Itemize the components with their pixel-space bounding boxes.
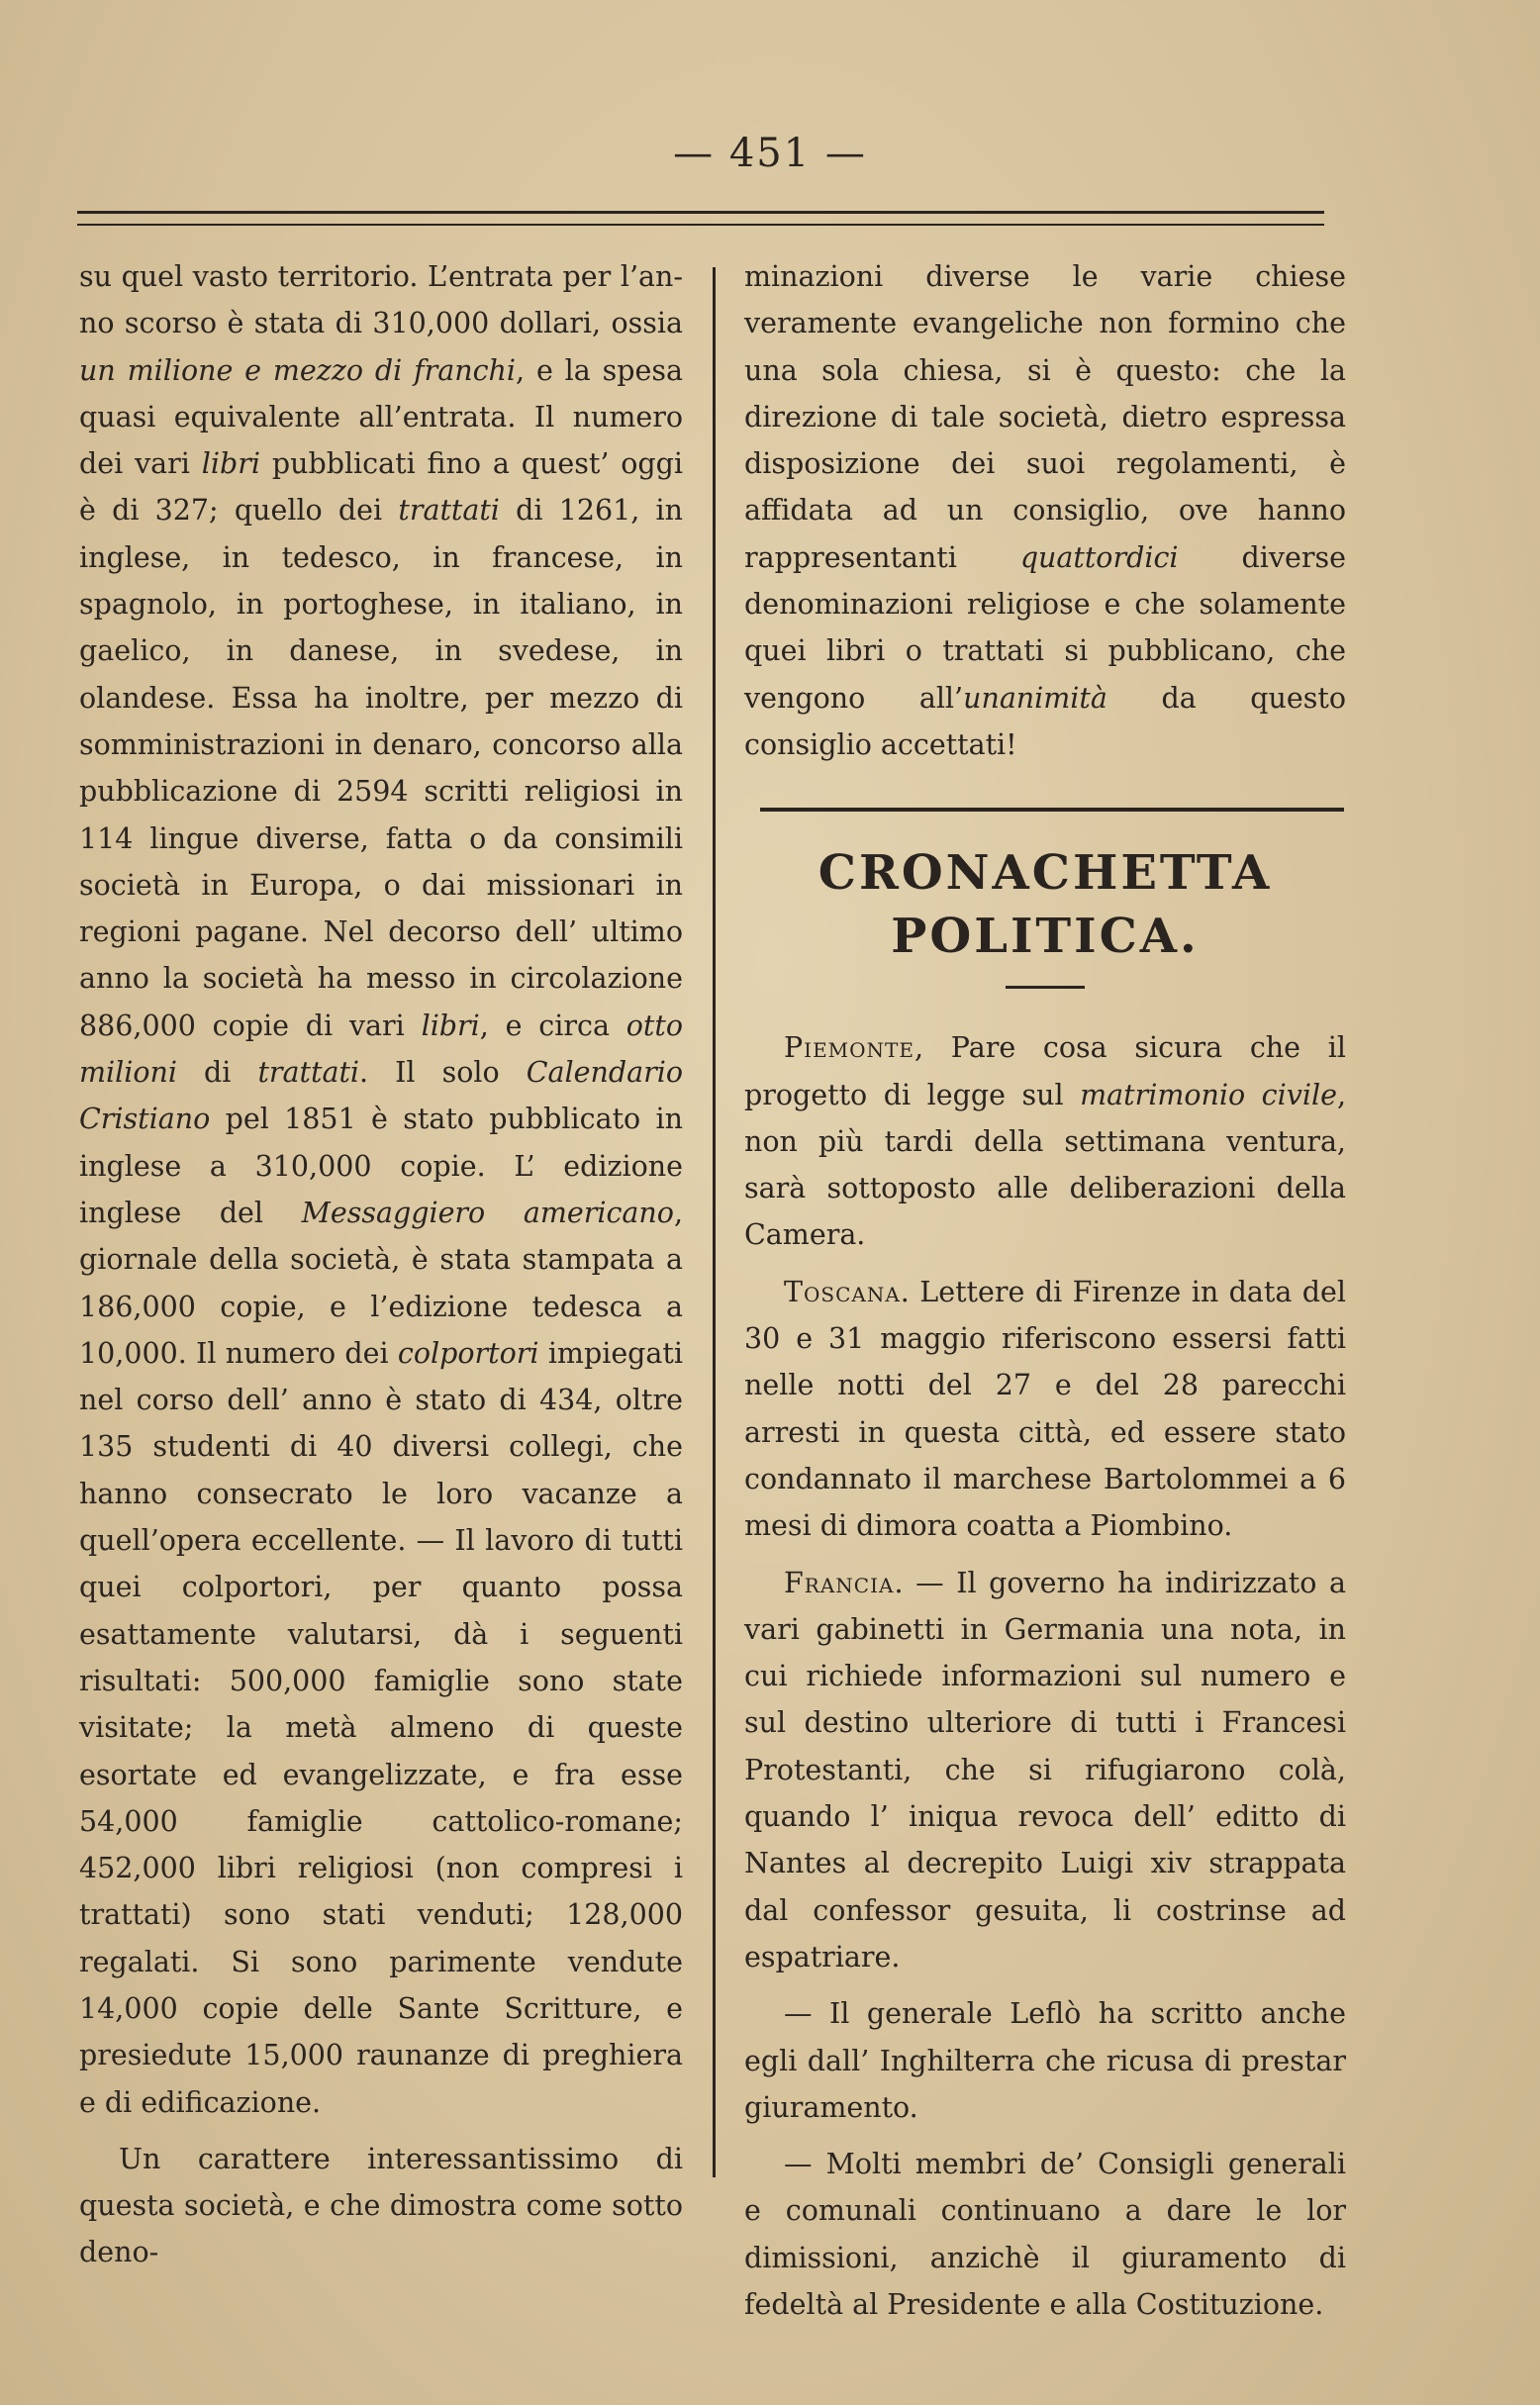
header-double-rule bbox=[77, 211, 1324, 226]
text-run: pubblicati fino a quest’ oggi è di 327; quello dei bbox=[79, 447, 683, 528]
news-list bbox=[744, 1024, 1346, 2328]
news-item bbox=[744, 2141, 1346, 2328]
text-run: , e la spesa quasi equivalente all’entrata. Il numero dei vari bbox=[79, 353, 683, 481]
column-divider bbox=[713, 267, 716, 2177]
text-run: di bbox=[177, 1056, 258, 1090]
left-column bbox=[79, 253, 683, 2276]
text-run: . — Il governo ha indirizzato a vari gabinetti in Germania una nota, in cui richiede informazioni sul numero e sul destino ulteriore di tutti i Francesi Protestanti, che si rifugiarono colà, quando l’ iniqua revoca dell’ editto di Nantes al decrepito Luigi xiv strappata dal confessor gesuita, li costrinse ad espatriare. bbox=[744, 1566, 1346, 1973]
italic-text: Calendario Cristiano bbox=[79, 1056, 683, 1136]
news-item bbox=[744, 1560, 1346, 1981]
text-run: di 1261, in inglese, in tedesco, in francese, in spagnolo, in portoghese, in italiano, in gaelico, in danese, in svedese, in olandese. Essa ha inoltre, per mezzo di somministrazioni in denaro, concorso alla pubblicazione di 2594 scritti religiosi in 114 lingue diverse, fatta o da consimili società in Europa, o dai missionari in regioni pagane. Nel decorso dell’ ultimo anno la società ha messo in circolazione 886,000 copie di vari bbox=[79, 494, 683, 1042]
italic-text: unanimità bbox=[963, 681, 1107, 715]
italic-text: Messaggiero americano bbox=[301, 1196, 674, 1229]
paragraph bbox=[79, 2136, 683, 2276]
text-run: impiegati nel corso dell’ anno è stato di 434, oltre 135 studenti di 40 diversi collegi, che hanno consecrato le loro vacanze a quell’opera eccellente. — Il lavoro di tutti quei colportori, per quanto possa esattamente valutarsi, dà i seguenti risultati: 500,000 famiglie sono state visitate; la metà almeno di queste esortate ed evangelizzate, e fra esse 54,000 famiglie cattolico-romane; 452,000 libri religiosi (non compresi i trattati) sono stati venduti; 128,000 regalati. Si sono parimente vendute 14,000 copie delle Sante Scritture, e presiedute 15,000 raunanze di preghiera e di edificazione. bbox=[79, 1336, 683, 2119]
text-run: — Il generale Leflò ha scritto anche egli dall’ Inghilterra che ricusa di prestar giuramento. bbox=[744, 1997, 1346, 2124]
news-region: Francia bbox=[784, 1566, 895, 1599]
text-run: pel 1851 è stato pubblicato in inglese a 310,000 copie. L’ edizione inglese del bbox=[79, 1103, 683, 1229]
news-item bbox=[744, 1024, 1346, 1258]
news-item bbox=[744, 1990, 1346, 2131]
text-run: Un carattere interessantissimo di questa società, e che dimostra come sotto deno- bbox=[79, 2142, 683, 2269]
text-run: da questo consiglio accettati! bbox=[744, 681, 1346, 761]
right-column bbox=[744, 253, 1346, 2328]
italic-text: un milione e mezzo di franchi bbox=[79, 353, 517, 387]
italic-text: libri bbox=[421, 1009, 480, 1042]
text-run: , e circa bbox=[479, 1009, 626, 1042]
text-run: , giornale della società, è stata stampata a 186,000 copie, e l’edizione tedesca a 10,000. Il numero dei bbox=[79, 1196, 683, 1370]
italic-text: otto milioni bbox=[79, 1009, 683, 1090]
text-run: su quel vasto territorio. L’entrata per l’an-no scorso è stata di 310,000 dollari, ossia bbox=[79, 260, 683, 340]
text-run: , Pare cosa sicura che il progetto di legge sul bbox=[744, 1031, 1346, 1111]
text-run: . Il solo bbox=[359, 1056, 527, 1090]
italic-text: matrimonio civile bbox=[1080, 1078, 1337, 1111]
italic-text: colportori bbox=[397, 1336, 539, 1370]
text-run: minazioni diverse le varie chiese veramente evangeliche non formino che una sola chiesa, si è questo: che la direzione di tale società, dietro espressa disposizione dei suoi regolamenti, è affidata ad un consiglio, ove hanno rappresentanti bbox=[744, 260, 1346, 574]
text-run: — Molti membri de’ Consigli generali e comunali continuano a dare le lor dimissioni, anzichè il giuramento di fedeltà al Presidente e alla Costituzione. bbox=[744, 2148, 1346, 2321]
italic-text: libri bbox=[201, 447, 260, 481]
italic-text: trattati bbox=[257, 1056, 360, 1090]
section-rule bbox=[760, 808, 1344, 812]
news-region: Toscana bbox=[784, 1275, 901, 1308]
title-underline bbox=[1006, 986, 1085, 989]
text-run: , non più tardi della settimana ventura, sarà sottoposto alle deliberazioni della Camera. bbox=[744, 1078, 1346, 1252]
news-item bbox=[744, 1269, 1346, 1550]
italic-text: quattordici bbox=[1019, 540, 1179, 574]
page-number: — 451 — bbox=[673, 131, 867, 176]
paragraph bbox=[79, 253, 683, 2126]
italic-text: trattati bbox=[398, 494, 500, 528]
right-column-intro bbox=[744, 253, 1346, 768]
news-region: Piemonte bbox=[784, 1031, 914, 1065]
text-run: diverse denominazioni religiose e che solamente quei libri o trattati si pubblicano, che vengono all’ bbox=[744, 540, 1346, 715]
text-run: . Lettere di Firenze in data del 30 e 31 maggio riferiscono essersi fatti nelle notti del 27 e del 28 parecchi arresti in questa città, ed essere stato condannato il marchese Bartolommei a 6 mesi di dimora coatta a Piombino. bbox=[744, 1275, 1346, 1543]
section-title: CRONACHETTA POLITICA. bbox=[818, 845, 1273, 965]
